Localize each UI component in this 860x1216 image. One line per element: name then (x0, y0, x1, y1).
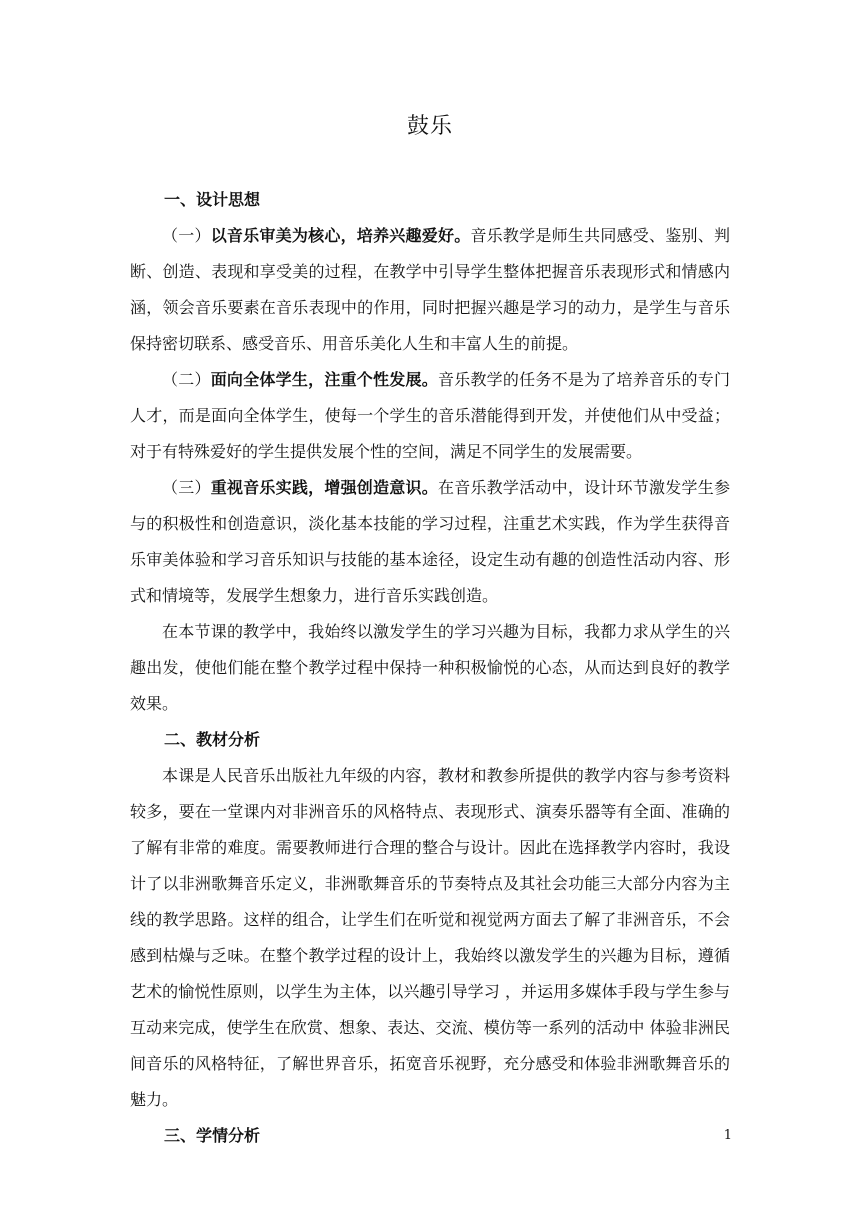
item-number: （三） (162, 478, 211, 497)
section-heading-student-analysis: 三、学情分析 (164, 1126, 261, 1145)
paragraph-lesson-goal: 在本节课的教学中，我始终以激发学生的学习兴趣为目标，我都力求从学生的兴趣出发，使他们能在整个教学过程中保持一种积极愉悦的心态，从而达到良好的教学效果。 (130, 622, 730, 713)
bold-lead-text: 面向全体学生，注重个性发展。 (210, 370, 438, 389)
bold-lead-text: 以音乐审美为核心，培养兴趣爱好。 (210, 226, 471, 245)
paragraph-text: 音乐教学是师生共同感受、鉴别、判断、创造、表现和享受美的过程，在教学中引导学生整体把握音乐表现形式和情感内涵，领会音乐要素在音乐表现中的作用，同时把握兴趣是学习的动力，是学生与音乐保持密切联系、感受音乐、用音乐美化人生和丰富人生的前提。 (130, 226, 730, 353)
document-title: 鼓乐 (406, 114, 453, 139)
paragraph-music-practice (130, 470, 730, 614)
paragraph-text: 在音乐教学活动中，设计环节激发学生参与的积极性和创造意识，淡化基本技能的学习过程，注重艺术实践，作为学生获得音乐审美体验和学习音乐知识与技能的基本途径，设定生动有趣的创造性活动内容、形式和情境等，发展学生想象力，进行音乐实践创造。 (130, 478, 730, 605)
paragraph-text: 音乐教学的任务不是为了培养音乐的专门人才，而是面向全体学生，使每一个学生的音乐潜能得到开发，并使他们从中受益；对于有特殊爱好的学生提供发展个性的空间，满足不同学生的发展需要。 (130, 370, 730, 461)
section-heading-material-analysis: 二、教材分析 (164, 730, 261, 749)
page-number: 1 (723, 1128, 732, 1143)
item-number: （一） (162, 226, 211, 245)
bold-lead-text: 重视音乐实践，增强创造意识。 (210, 478, 438, 497)
paragraph-all-students (130, 362, 730, 470)
document-body (130, 182, 730, 1154)
item-number: （二） (162, 370, 211, 389)
paragraph-material-analysis: 本课是人民音乐出版社九年级的内容，教材和教参所提供的教学内容与参考资料较多，要在一堂课内对非洲音乐的风格特点、表现形式、演奏乐器等有全面、准确的了解有非常的难度。需要教师进行合理的整合与设计。因此在选择教学内容时，我设计了以非洲歌舞音乐定义，非洲歌舞音乐的节奏特点及其社会功能三大部分内容为主线的教学思路。这样的组合，让学生们在听觉和视觉两方面去了解了非洲音乐，不会感到枯燥与乏味。在整个教学过程的设计上，我始终以激发学生的兴趣为目标，遵循艺术的愉悦性原则，以学生为主体，以兴趣引导学习 ，并运用多媒体手段与学生参与互动来完成，使学生在欣赏、想象、表达、交流、模仿等一系列的活动中 体验非洲民间音乐的风格特征，了解世界音乐，拓宽音乐视野，充分感受和体验非洲歌舞音乐的魅力。 (130, 766, 730, 1109)
section-heading-design-idea: 一、设计思想 (164, 190, 261, 209)
paragraph-aesthetic-core (130, 218, 730, 362)
